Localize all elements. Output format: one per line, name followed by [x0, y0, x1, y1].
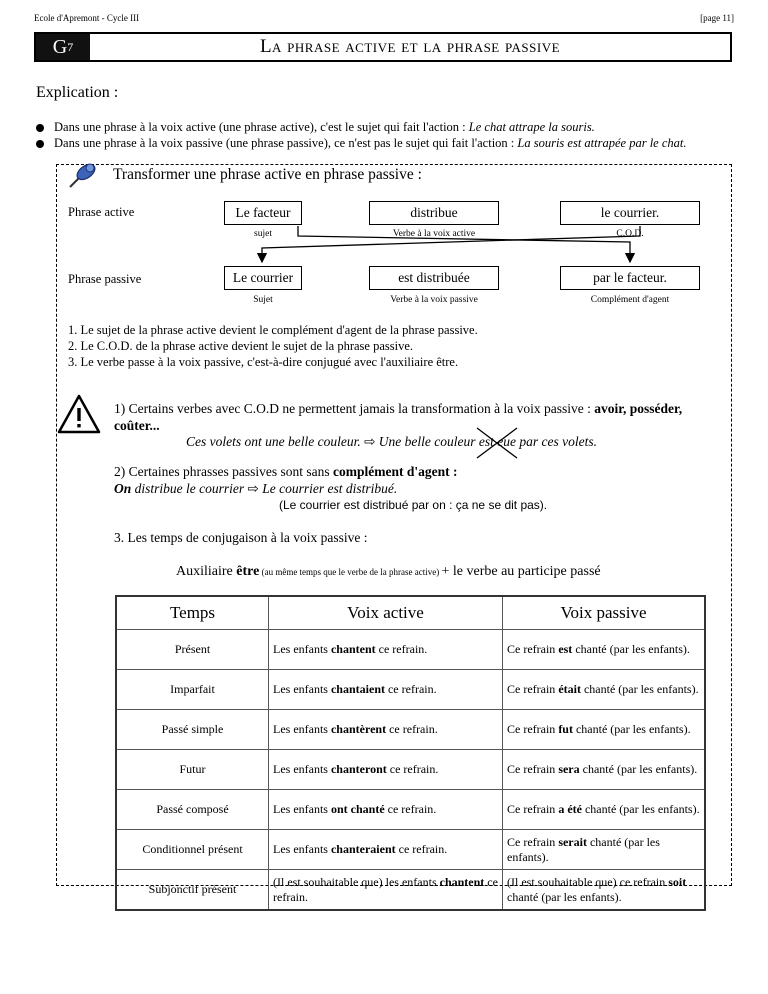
header-page: [page 11] [700, 13, 734, 23]
active-cell: (Il est souhaitable que) les enfants chantent ce refrain. [269, 870, 503, 911]
active-cell: Les enfants ont chanté ce refrain. [269, 790, 503, 830]
bullet-passive: Dans une phrase à la voix passive (une phrase passive), ce n'est pas le sujet qui fait l'action : La souris est attrapée par le chat. [36, 136, 687, 151]
active-row-label: Phrase active [68, 205, 135, 219]
tense-cell: Présent [116, 630, 269, 670]
tense-cell: Subjonctif présent [116, 870, 269, 911]
warning-point-1: 1) Certains verbes avec C.O.D ne permettent jamais la transformation à la voix passive : avoir, posséder, coûter... [114, 401, 683, 433]
table-row [116, 830, 705, 870]
tense-cell: Futur [116, 750, 269, 790]
active-cell: Les enfants chanteraient ce refrain. [269, 830, 503, 870]
active-subject-box: Le facteur [224, 201, 302, 225]
active-cell: Les enfants chantent ce refrain. [269, 630, 503, 670]
passive-cell: Ce refrain est chanté (par les enfants). [503, 630, 706, 670]
arrow-right-icon: ⇨ [364, 434, 376, 449]
active-cod-box: le courrier. [560, 201, 700, 225]
explication-heading: Explication : [36, 84, 119, 101]
passive-agent-box: par le facteur. [560, 266, 700, 290]
page-title: La phrase active et la phrase passive [259, 36, 561, 57]
active-cell: Les enfants chanteront ce refrain. [269, 750, 503, 790]
warning-point-2: 2) Certaines phrasses passives sont sans complément d'agent : [114, 464, 458, 479]
active-verb-label: Verbe à la voix active [392, 229, 476, 239]
warning-example-2: On distribue le courrier ⇨ Le courrier est distribué. [114, 481, 398, 496]
active-subject-label: sujet [254, 229, 272, 239]
table-row [116, 630, 705, 670]
table-row [116, 670, 705, 710]
tense-cell: Conditionnel présent [116, 830, 269, 870]
rule-3: 3. Le verbe passe à la voix passive, c'est-à-dire conjugué avec l'auxiliaire être. [68, 355, 459, 369]
active-cod-label: C.O.D. [616, 229, 644, 239]
column-header-passive: Voix passive [503, 596, 706, 630]
warning-note-2: (Le courrier est distribué par on : ça ne se dit pas). [279, 498, 548, 512]
active-cell: Les enfants chantaient ce refrain. [269, 670, 503, 710]
rule-1: 1. Le sujet de la phrase active devient le complément d'agent de la phrase passive. [68, 323, 478, 337]
passive-agent-label: Complément d'agent [590, 295, 670, 305]
passive-cell: Ce refrain sera chanté (par les enfants). [503, 750, 706, 790]
active-verb-box: distribue [369, 201, 499, 225]
tense-cell: Passé composé [116, 790, 269, 830]
column-header-active: Voix active [269, 596, 503, 630]
table-row [116, 870, 705, 911]
table-row [116, 750, 705, 790]
passive-row-label: Phrase passive [68, 272, 142, 286]
active-cell: Les enfants chantèrent ce refrain. [269, 710, 503, 750]
tense-cell: Imparfait [116, 670, 269, 710]
table-row [116, 710, 705, 750]
column-header-temps: Temps [116, 596, 269, 630]
passive-subject-box: Le courrier [224, 266, 302, 290]
passive-formula: Auxiliaire être (au même temps que le verbe de la phrase active) + le verbe au participe passé [176, 564, 601, 579]
warning-icon [56, 393, 102, 435]
tense-cell: Passé simple [116, 710, 269, 750]
warning-point-3: 3. Les temps de conjugaison à la voix passive : [114, 530, 368, 545]
arrow-right-icon: ⇨ [247, 481, 259, 496]
table-row [116, 790, 705, 830]
passive-cell: Ce refrain serait chanté (par les enfants). [503, 830, 706, 870]
passive-cell: (Il est souhaitable que) ce refrain soit chanté (par les enfants). [503, 870, 706, 911]
table-header-row [116, 596, 705, 630]
transform-title: Transformer une phrase active en phrase passive : [113, 166, 422, 183]
lesson-code: G 7 [36, 34, 90, 60]
conjugation-table [115, 595, 706, 911]
passive-cell: Ce refrain était chanté (par les enfants). [503, 670, 706, 710]
rule-2: 2. Le C.O.D. de la phrase active devient le sujet de la phrase passive. [68, 339, 414, 353]
passive-cell: Ce refrain fut chanté (par les enfants). [503, 710, 706, 750]
passive-cell: Ce refrain a été chanté (par les enfants). [503, 790, 706, 830]
header-school: Ecole d'Apremont - Cycle III [34, 13, 140, 23]
bullet-active: Dans une phrase à la voix active (une phrase active), c'est le sujet qui fait l'action : Le chat attrape la souris. [36, 120, 595, 135]
passive-subject-label: Sujet [253, 295, 273, 305]
crossed-words: est eue [479, 434, 516, 450]
passive-verb-box: est distribuée [369, 266, 499, 290]
warning-example-1: Ces volets ont une belle couleur. ⇨ Une belle couleur est eue par ces volets. [186, 434, 597, 450]
passive-verb-label: Verbe à la voix passive [390, 295, 478, 305]
